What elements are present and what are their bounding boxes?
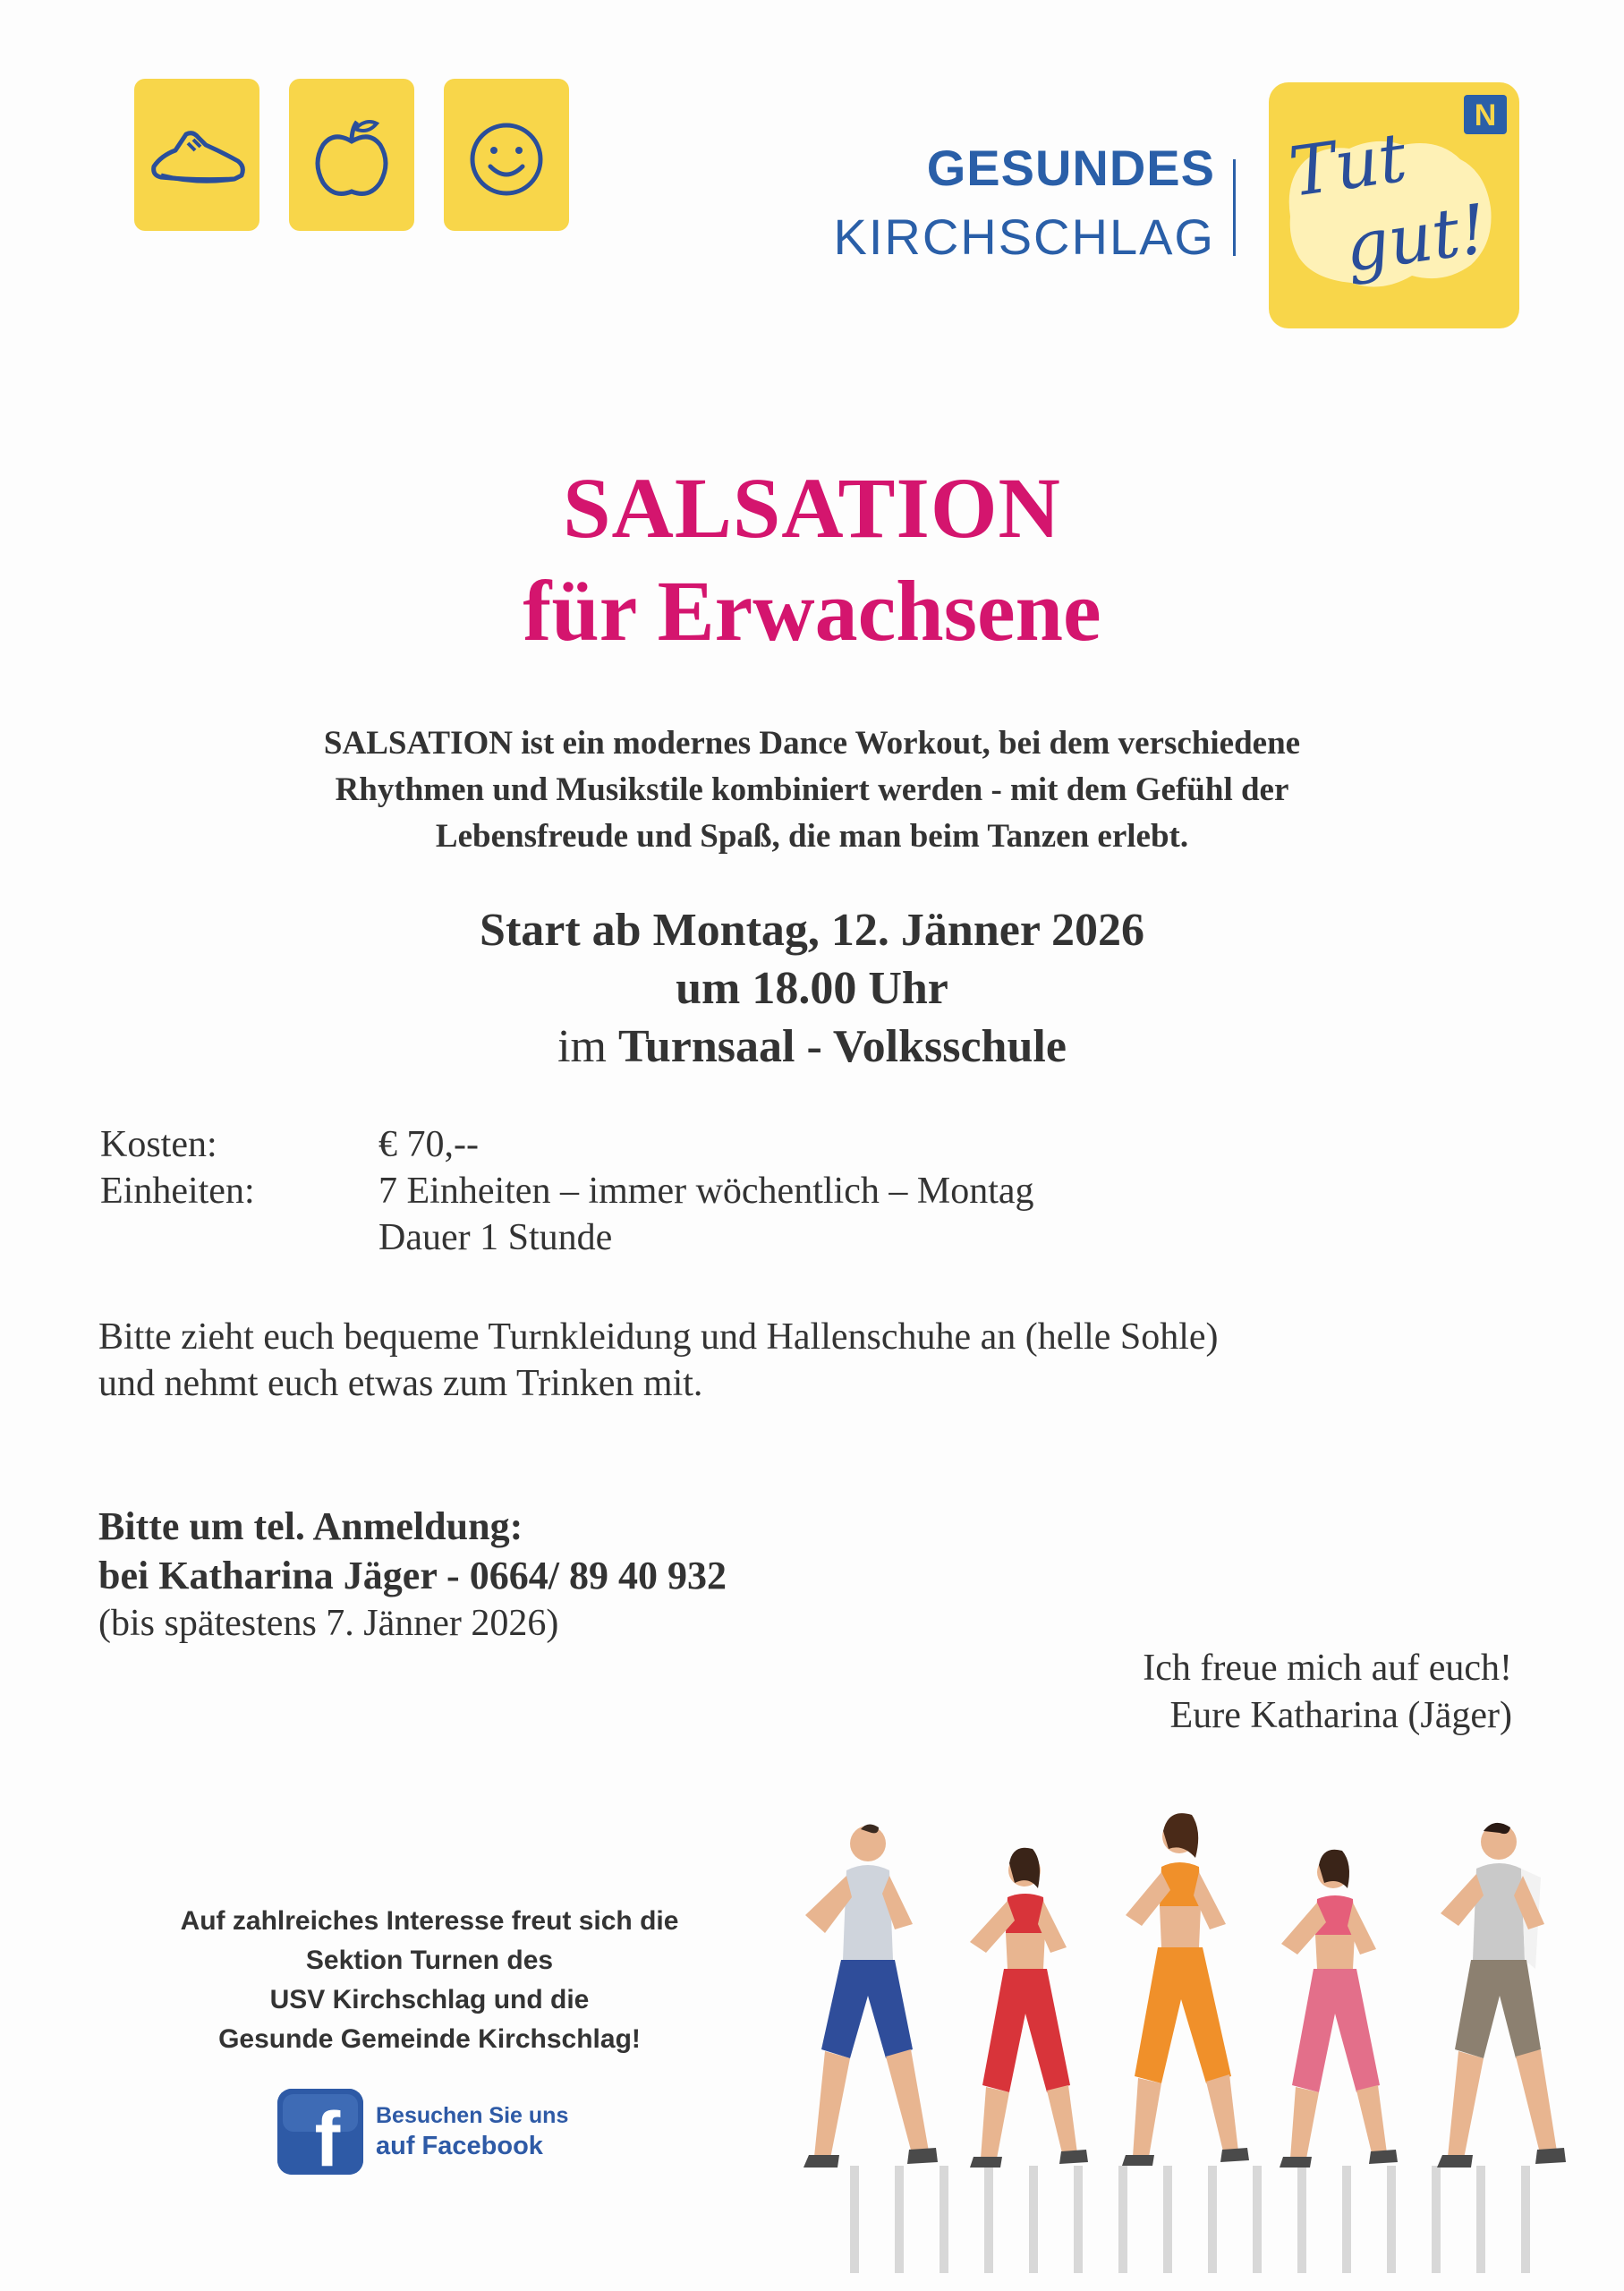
footer-line-2: Sektion Turnen des (305, 1946, 554, 1975)
smiley-icon-tile (444, 79, 569, 231)
logo-script-tut: Tut (1284, 116, 1411, 212)
intro-line-2: Rhythmen und Musikstile kombiniert werden - mit dem Gefühl der (335, 771, 1289, 808)
note-line-1: Bitte zieht euch bequeme Turnkleidung und Hallenschuhe an (helle Sohle) (98, 1316, 1219, 1358)
intro-line-3: Lebensfreude und Spaß, die man beim Tanzen erlebt. (435, 818, 1189, 855)
registration-contact: bei Katharina Jäger - 0664/ 89 40 932 (98, 1554, 727, 1597)
tut-gut-logo (1269, 82, 1519, 328)
facebook-text-line-1[interactable]: Besuchen Sie uns (376, 2103, 569, 2128)
start-location-place: Turnsaal - Volksschule (617, 1021, 1067, 1072)
apple-icon (289, 79, 414, 231)
facebook-glyph: f (314, 2097, 341, 2175)
smiley-icon (444, 79, 569, 231)
apple-icon-tile (289, 79, 414, 231)
start-date: Start ab Montag, 12. Jänner 2026 (480, 905, 1144, 956)
logo-script-gut: gut! (1339, 188, 1492, 287)
shoe-icon-tile (134, 79, 259, 231)
cost-label: Kosten: (100, 1124, 217, 1165)
facebook-icon[interactable] (277, 2089, 363, 2175)
facebook-text-line-2[interactable]: auf Facebook (376, 2132, 543, 2160)
dancer-5 (1437, 1823, 1566, 2168)
footer-line-4: Gesunde Gemeinde Kirchschlag! (218, 2024, 641, 2054)
page-title: SALSATION (563, 460, 1061, 556)
intro-line-1: SALSATION ist ein modernes Dance Workout, bei dem verschiedene (323, 725, 1301, 762)
floor-stripes (850, 2166, 1530, 2273)
tut-gut-logo-graphic (1269, 82, 1519, 328)
dancer-3 (1122, 1813, 1249, 2166)
registration-heading: Bitte um tel. Anmeldung: (98, 1504, 523, 1548)
units-label: Einheiten: (100, 1171, 255, 1212)
start-location-prefix: im (557, 1021, 607, 1072)
footer-line-1: Auf zahlreiches Interesse freut sich die (180, 1906, 679, 1936)
dancer-2 (970, 1848, 1088, 2168)
cost-value: € 70,-- (378, 1124, 479, 1165)
units-value: 7 Einheiten – immer wöchentlich – Montag (378, 1171, 1034, 1212)
dancers-illustration (778, 1790, 1602, 2278)
dancer-1 (803, 1824, 938, 2168)
dancers-graphic (778, 1790, 1602, 2278)
dancer-4 (1280, 1850, 1398, 2168)
start-location (0, 1020, 1624, 1073)
signature-name: Eure Katharina (Jäger) (1169, 1695, 1512, 1736)
logo-badge-text: N (1474, 98, 1497, 132)
duration-value: Dauer 1 Stunde (378, 1217, 613, 1258)
start-time: um 18.00 Uhr (676, 963, 948, 1014)
brand-title-line2: KIRCHSCHLAG (833, 209, 1215, 265)
footer-line-3: USV Kirchschlag und die (269, 1985, 590, 2014)
note-line-2: und nehmt euch etwas zum Trinken mit. (98, 1363, 703, 1404)
registration-deadline: (bis spätestens 7. Jänner 2026) (98, 1603, 559, 1644)
brand-divider (1233, 159, 1236, 256)
brand-title-line1: GESUNDES (926, 140, 1215, 196)
page-subtitle: für Erwachsene (523, 563, 1101, 659)
shoe-icon (134, 79, 259, 231)
signature-greeting: Ich freue mich auf euch! (1143, 1648, 1512, 1689)
